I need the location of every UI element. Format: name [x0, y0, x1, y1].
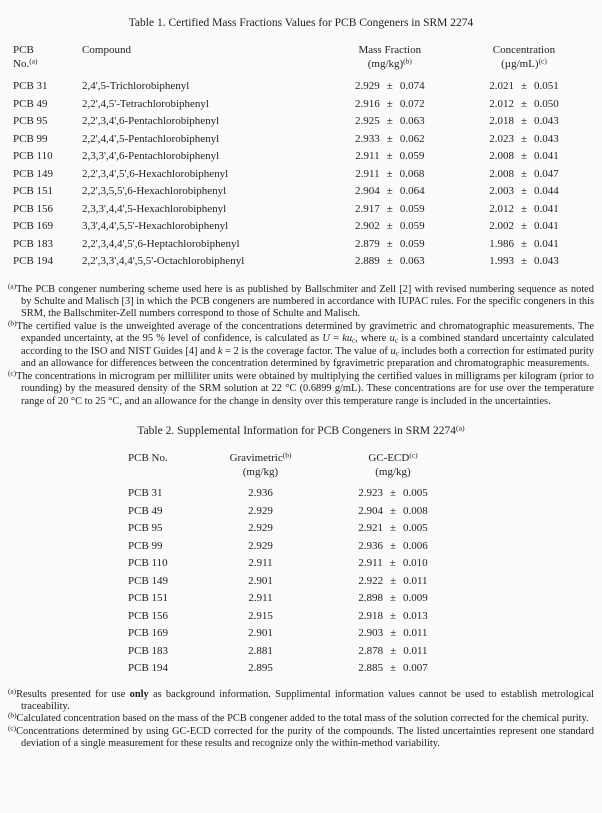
gravimetric-cell: 2.881 [248, 644, 273, 657]
gravimetric-cell: 2.929 [248, 522, 273, 535]
table-row [128, 625, 594, 643]
plus-minus-sign: ± [389, 522, 397, 535]
pcb-number-cell: PCB 183 [13, 237, 54, 250]
footnote-marker: (a) [8, 280, 17, 290]
compound-cell: 2,2',3,4',6-Pentachlorobiphenyl [82, 115, 220, 127]
col-header-gravimetric: Gravimetric$^{(b)}$ (mg/kg) [229, 450, 292, 479]
pcb-number-cell: PCB 49 [128, 504, 163, 517]
footnote [8, 280, 594, 321]
plus-minus-sign: ± [520, 237, 527, 250]
col-header-concentration: Concentration $(\mu g/mL)^{(c)}$ [492, 44, 556, 70]
plus-minus-sign: ± [389, 539, 397, 552]
gravimetric-cell: 2.915 [248, 609, 273, 622]
compound-cell: 2,2',3,4,4',5',6-Heptachlorobiphenyl [82, 237, 240, 250]
compound-cell: 2,3,3',4',6-Pentachlorobiphenyl [82, 150, 220, 162]
compound-cell: 2,2',3,5,5',6-Hexachlorobiphenyl [82, 185, 227, 197]
plus-minus-sign: ± [390, 574, 397, 587]
plus-minus-sign: ± [389, 557, 396, 570]
footnote-text: The PCB congener numbering scheme used here is as published by Ballschmiter and Zell [2] with revised numbering sequence as noted by Schulte and Malisch [3] in which the PCB congeners are numbered in accordance with IUPAC rules. For the specific congeners in this SRM, the Ballschmiter-Zell numbers correspond to those of Schulte and Malisch. [16, 283, 594, 320]
table-row [13, 218, 594, 236]
plus-minus-sign: ± [389, 504, 397, 517]
plus-minus-sign: ± [386, 167, 393, 180]
pcb-number-cell: PCB 194 [128, 662, 169, 675]
col-header-pcb-no: PCB No. [128, 452, 168, 465]
concentration-cell: 1.993 ± 0.043 [454, 253, 594, 271]
plus-minus-sign: ± [520, 150, 527, 162]
concentration-cell: 2.018 ± 0.043 [454, 113, 594, 131]
pcb-number-cell: PCB 151 [128, 592, 169, 605]
pcb-number-cell: PCB 156 [13, 202, 54, 215]
gc-ecd-cell: 2.921 ± 0.005 [313, 520, 473, 538]
table-row [128, 485, 594, 503]
table1-title: Table 1. Certified Mass Fractions Values for PCB Congeners in SRM 2274 [128, 17, 474, 29]
table-row [128, 555, 594, 573]
gc-ecd-cell: 2.936 ± 0.006 [313, 538, 473, 556]
pcb-number-cell: PCB 183 [128, 644, 169, 657]
pcb-number-cell: PCB 49 [13, 97, 48, 110]
footnote [8, 368, 594, 408]
mass-fraction-cell: 2.911 ± 0.059 [326, 148, 454, 166]
footnote-text: Results presented for use only as background information. Supplimental information values cannot be used to establish metrological traceability. [16, 688, 594, 712]
table1 [13, 43, 594, 271]
table-row [128, 573, 594, 591]
plus-minus-sign: ± [386, 255, 393, 267]
mass-fraction-cell: 2.889 ± 0.063 [326, 253, 454, 271]
plus-minus-sign: ± [520, 97, 527, 110]
concentration-cell: 1.986 ± 0.041 [454, 236, 594, 254]
gc-ecd-cell: 2.922 ± 0.011 [313, 573, 473, 591]
col-header-pcb-no: PCB No.$^{(a)}$ [13, 44, 38, 70]
compound-cell: 2,2',3,4',5',6-Hexachlorobiphenyl [82, 167, 229, 180]
footnote [8, 723, 594, 751]
table-row [13, 78, 594, 96]
footnote-text: The concentrations in microgram per milliliter units were obtained by multiplying the certified values in milligrams per kilogram (prior to rounding) by the measured density of the SRM solution at 22 °C (0.6899 g/mL). These concentrations are for use over the temperature range of 20 °C to 25 °C, and an allowance for the change in density over this temperature range is included in the uncertainties. [16, 370, 594, 407]
mass-fraction-cell: 2.929 ± 0.074 [326, 78, 454, 96]
plus-minus-sign: ± [520, 185, 527, 197]
plus-minus-sign: ± [389, 487, 397, 500]
mass-fraction-cell: 2.933 ± 0.062 [326, 131, 454, 149]
compound-cell: 2,2',4,5'-Tetrachlorobiphenyl [82, 97, 209, 110]
plus-minus-sign: ± [520, 132, 527, 145]
concentration-cell: 2.008 ± 0.041 [454, 148, 594, 166]
concentration-cell: 2.002 ± 0.041 [454, 218, 594, 236]
footnote [8, 685, 594, 714]
mass-fraction-cell: 2.879 ± 0.059 [326, 236, 454, 254]
gravimetric-cell: 2.911 [248, 592, 273, 605]
table-row [13, 166, 594, 184]
concentration-cell: 2.021 ± 0.051 [454, 78, 594, 96]
pcb-number-cell: PCB 95 [128, 522, 163, 535]
plus-minus-sign: ± [520, 80, 527, 92]
pcb-number-cell: PCB 149 [13, 167, 54, 180]
pcb-number-cell: PCB 169 [13, 220, 54, 232]
table-row [128, 608, 594, 626]
pcb-number-cell: PCB 169 [128, 627, 169, 640]
footnote-marker: (c) [8, 368, 17, 378]
footnote-text: The certified value is the unweighted average of the concentrations determined by gravimetric and chromatographic measurements. The expanded uncertainty, at the 95 % level of confidence, is calculated as $U = ku_c$, where $u_c$ is a combined standard uncertainty calculated according to the ISO and NIST Guides [4] and k = 2 is the coverage factor. The value of $u_c$ includes both a correction for estimated purity and an allowance for differences between the concentration determined by fgravimetric preparation and chromatographic measurements. [16, 320, 595, 370]
pcb-number-cell: PCB 151 [13, 185, 54, 197]
pcb-number-cell: PCB 194 [13, 255, 54, 267]
compound-cell: 2,2',4,4',5-Pentachlorobiphenyl [82, 132, 220, 145]
table-row [128, 520, 594, 538]
concentration-cell: 2.023 ± 0.043 [454, 131, 594, 149]
table-row [128, 643, 594, 661]
table1-body [13, 78, 594, 271]
gravimetric-cell: 2.929 [248, 539, 273, 552]
col-header-gc-ecd: GC-ECD$^{(c)}$ (mg/kg) [368, 450, 418, 479]
plus-minus-sign: ± [386, 80, 393, 92]
gc-ecd-cell: 2.923 ± 0.005 [313, 485, 473, 503]
compound-cell: 2,4',5-Trichlorobiphenyl [82, 80, 190, 92]
pcb-number-cell: PCB 99 [13, 132, 48, 145]
plus-minus-sign: ± [389, 592, 397, 605]
compound-cell: 3,3',4,4',5,5'-Hexachlorobiphenyl [82, 220, 229, 232]
plus-minus-sign: ± [389, 662, 397, 675]
table-row [13, 148, 594, 166]
gravimetric-cell: 2.911 [248, 557, 273, 570]
table-row [13, 183, 594, 201]
mass-fraction-cell: 2.911 ± 0.068 [326, 166, 454, 184]
gc-ecd-cell: 2.885 ± 0.007 [313, 660, 473, 678]
footnote-text: Calculated concentration based on the mass of the PCB congener added to the total mass of the solution corrected for the chemical purity. [16, 713, 589, 725]
footnote-ref-b: (b) [403, 56, 412, 66]
concentration-cell: 2.012 ± 0.041 [454, 201, 594, 219]
gc-ecd-cell: 2.898 ± 0.009 [313, 590, 473, 608]
gravimetric-cell: 2.901 [248, 574, 273, 587]
gc-ecd-cell: 2.904 ± 0.008 [313, 503, 473, 521]
table-row [128, 660, 594, 678]
plus-minus-sign: ± [386, 220, 393, 232]
plus-minus-sign: ± [390, 644, 397, 657]
table-row [13, 236, 594, 254]
table-row [13, 201, 594, 219]
gravimetric-cell: 2.895 [248, 662, 273, 675]
plus-minus-sign: ± [390, 627, 397, 640]
table-row [128, 503, 594, 521]
plus-minus-sign: ± [520, 255, 527, 267]
gc-ecd-cell: 2.878 ± 0.011 [313, 643, 473, 661]
table2-footnotes [8, 685, 594, 751]
pcb-number-cell: PCB 149 [128, 574, 169, 587]
pcb-number-cell: PCB 95 [13, 115, 48, 127]
compound-cell: 2,2',3,3',4,4',5,5'-Octachlorobiphenyl [82, 255, 245, 267]
pcb-number-cell: PCB 110 [128, 557, 168, 570]
footnote-marker: (a) [8, 685, 17, 695]
table2-body [128, 485, 594, 678]
col-header-mass-fraction: Mass Fraction $(mg/kg)^{(b)}$ [358, 44, 422, 70]
footnote-ref-a: (a) [29, 56, 38, 66]
gravimetric-cell: 2.901 [248, 627, 273, 640]
table2-header-row [128, 451, 594, 479]
plus-minus-sign: ± [520, 115, 527, 127]
concentration-cell: 2.003 ± 0.044 [454, 183, 594, 201]
plus-minus-sign: ± [386, 237, 393, 250]
pcb-number-cell: PCB 31 [128, 487, 163, 500]
table-row [13, 131, 594, 149]
footnote-marker: (b) [8, 318, 17, 328]
mass-fraction-cell: 2.917 ± 0.059 [326, 201, 454, 219]
table1-header-row [13, 43, 594, 71]
pcb-number-cell: PCB 31 [13, 80, 48, 92]
table-row [128, 590, 594, 608]
concentration-cell: 2.008 ± 0.047 [454, 166, 594, 184]
plus-minus-sign: ± [520, 220, 527, 232]
footnote-text: Concentrations determined by using GC-ECD corrected for the purity of the compounds. The listed uncertainties represent one standard deviation of a single measurement for these results and recognize only the within-method variability. [16, 725, 594, 750]
table-row [13, 253, 594, 271]
concentration-cell: 2.012 ± 0.050 [454, 96, 594, 114]
table2-title: Table 2. Supplemental Information for PCB Congeners in SRM 2274$^{(a)}$ [137, 423, 465, 438]
plus-minus-sign: ± [386, 115, 393, 127]
table-row [13, 96, 594, 114]
gravimetric-cell: 2.936 [248, 487, 273, 500]
footnote-marker: (b) [8, 710, 17, 720]
mass-fraction-cell: 2.902 ± 0.059 [326, 218, 454, 236]
plus-minus-sign: ± [386, 132, 393, 145]
gravimetric-cell: 2.929 [248, 504, 273, 517]
table-row [128, 538, 594, 556]
gc-ecd-cell: 2.911 ± 0.010 [313, 555, 473, 573]
pcb-number-cell: PCB 99 [128, 539, 163, 552]
mass-fraction-cell: 2.916 ± 0.072 [326, 96, 454, 114]
mass-fraction-cell: 2.925 ± 0.063 [326, 113, 454, 131]
table1-footnotes [8, 280, 595, 409]
mass-fraction-cell: 2.904 ± 0.064 [326, 183, 454, 201]
pcb-number-cell: PCB 110 [13, 150, 53, 162]
plus-minus-sign: ± [389, 609, 397, 622]
plus-minus-sign: ± [520, 167, 527, 180]
pcb-number-cell: PCB 156 [128, 609, 169, 622]
footnote [8, 318, 595, 371]
plus-minus-sign: ± [386, 97, 393, 110]
plus-minus-sign: ± [386, 202, 393, 215]
footnote-ref-b: (b) [282, 450, 292, 460]
plus-minus-sign: ± [386, 150, 393, 162]
table-row [13, 113, 594, 131]
footnote-marker: (c) [8, 723, 17, 733]
plus-minus-sign: ± [520, 202, 527, 215]
footnote [8, 710, 594, 725]
plus-minus-sign: ± [386, 185, 393, 197]
compound-cell: 2,3,3',4,4',5-Hexachlorobiphenyl [82, 202, 227, 215]
footnote-ref-c: (c) [409, 450, 418, 460]
footnote-ref-c: (c) [538, 56, 547, 66]
table2 [128, 451, 594, 678]
gc-ecd-cell: 2.903 ± 0.011 [313, 625, 473, 643]
gc-ecd-cell: 2.918 ± 0.013 [313, 608, 473, 626]
col-header-compound: Compound [82, 44, 131, 56]
